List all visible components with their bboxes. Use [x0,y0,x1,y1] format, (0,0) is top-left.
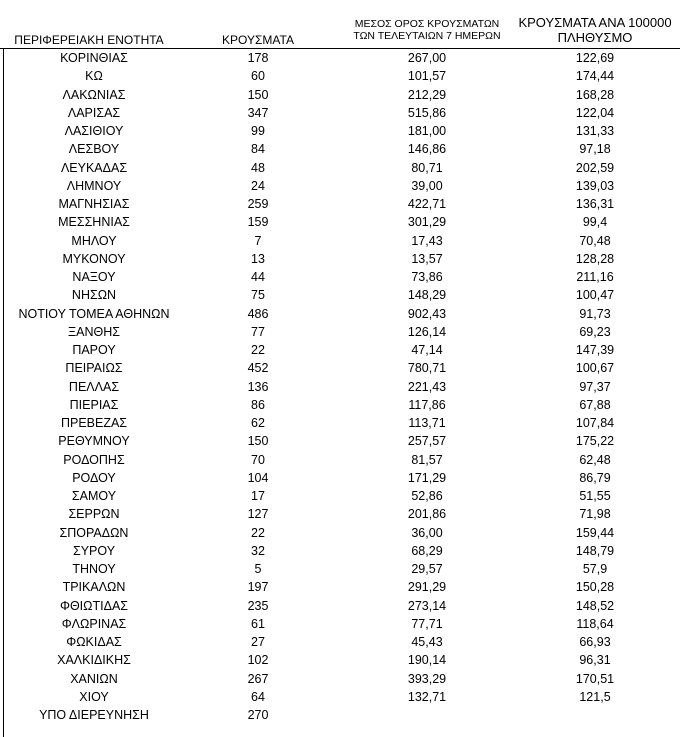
cell-region: ΠΡΕΒΕΖΑΣ [60,416,128,430]
cell-average: 113,71 [408,416,446,430]
cell-average: 422,71 [407,197,447,211]
table-row [0,432,680,450]
cell-region: ΛΗΜΝΟΥ [66,178,122,193]
cell-average [340,706,514,724]
cell-cases: 22 [251,525,265,540]
cell-cases: 178 [247,51,269,65]
table-row [0,487,680,505]
cell-per-100000: 67,88 [579,397,611,412]
cell-region: ΜΑΓΝΗΣΙΑΣ [58,197,130,211]
header-per-line-2: ΠΛΗΘΥΣΜΟ [557,30,633,45]
cell-average: 201,86 [407,507,447,522]
table-row [0,451,680,469]
cell-average: 17,43 [411,233,443,248]
table-row [0,104,680,122]
cell-average: 221,43 [407,379,447,394]
cell-cases: 136 [247,379,269,394]
cell-average: 171,29 [407,470,447,485]
cell-average: 190,14 [407,653,447,668]
cell-per-100000: 202,59 [575,160,615,175]
table-row [0,706,680,724]
cell-average: 126,14 [407,324,447,339]
cell-cases: 5 [254,562,262,576]
cell-average: 81,57 [411,452,443,467]
cell-per-100000: 99,4 [582,215,608,230]
header-region: ΠΕΡΙΦΕΡΕΙΑΚΗ ΕΝΟΤΗΤΑ [14,33,164,47]
cell-cases: 7 [254,233,262,248]
cell-region: ΠΕΛΛΑΣ [68,379,120,394]
cell-region: ΝΟΤΙΟΥ ΤΟΜΕΑ ΑΘΗΝΩΝ [18,306,170,321]
cell-average: 52,86 [411,489,443,503]
cell-region: ΝΗΣΩΝ [71,288,117,303]
header-average-line-1: ΜΕΣΟΣ ΟΡΟΣ ΚΡΟΥΣΜΑΤΩΝ [354,18,500,30]
cell-per-100000: 91,73 [579,306,611,321]
cell-region: ΚΟΡΙΝΘΙΑΣ [60,51,128,65]
cell-per-100000: 97,37 [579,379,611,394]
cell-cases: 104 [247,470,269,485]
cell-per-100000: 139,03 [575,178,615,193]
table-row [0,86,680,104]
cell-cases: 70 [251,452,265,467]
header-cases-per-100000 [508,15,682,45]
cell-cases: 150 [247,87,269,102]
cell-cases: 60 [251,69,265,84]
cell-per-100000: 96,31 [579,653,611,668]
cell-average: 291,29 [407,580,447,595]
cell-average: 393,29 [407,671,447,686]
cell-region: ΜΥΚΟΝΟΥ [62,251,126,266]
cell-per-100000: 175,22 [575,434,615,449]
cell-cases: 17 [251,489,265,503]
cell-per-100000: 174,44 [575,69,615,84]
cell-average: 132,71 [407,689,447,704]
cell-average: 267,00 [407,51,447,65]
table-row [0,67,680,85]
table-row [0,560,680,578]
cell-per-100000: 107,84 [575,416,615,430]
cell-average: 212,29 [407,87,447,102]
cell-per-100000: 147,39 [575,343,615,357]
cell-region: ΛΕΣΒΟΥ [68,142,120,157]
cell-per-100000: 62,48 [579,452,611,467]
cell-per-100000: 51,55 [579,489,611,503]
cell-per-100000: 69,23 [579,324,611,339]
table-row [0,615,680,633]
cell-cases: 27 [251,635,265,649]
table-row [0,250,680,268]
cell-per-100000: 131,33 [575,124,615,138]
cell-per-100000: 121,5 [579,689,611,704]
cell-per-100000: 211,16 [576,270,614,284]
cell-average: 257,57 [407,434,447,449]
cell-cases: 127 [247,507,269,522]
cell-region: ΧΙΟΥ [79,689,109,704]
table-row [0,542,680,560]
table-row [0,670,680,688]
cell-region: ΤΡΙΚΑΛΩΝ [62,580,126,595]
cell-region: ΦΘΙΩΤΙΔΑΣ [59,598,129,613]
cell-per-100000 [508,706,682,724]
table-row [0,597,680,615]
cell-average: 13,57 [411,251,443,266]
table-body [0,49,680,724]
cell-cases: 13 [251,251,265,266]
cell-cases: 62 [251,416,265,430]
cell-cases: 452 [247,361,269,376]
cell-average: 39,00 [411,178,443,193]
cell-per-100000: 70,48 [579,233,611,248]
cell-region: ΛΑΡΙΣΑΣ [67,105,121,120]
cell-region: ΣΠΟΡΑΔΩΝ [59,525,129,540]
cell-per-100000: 100,47 [575,288,615,303]
cell-region: ΡΕΘΥΜΝΟΥ [58,434,130,449]
cell-per-100000: 159,44 [575,525,615,540]
table-row [0,633,680,651]
cell-cases: 22 [251,343,265,357]
table-row [0,323,680,341]
cell-region: ΥΠΟ ΔΙΕΡΕΥΝΗΣΗ [39,708,149,722]
cell-cases: 102 [247,653,269,668]
cell-per-100000: 71,98 [579,507,611,522]
table-row [0,122,680,140]
cell-region: ΛΕΥΚΑΔΑΣ [60,160,128,175]
cell-cases: 86 [251,397,265,412]
cell-region: ΦΛΩΡΙΝΑΣ [61,616,127,631]
cell-average: 902,43 [407,306,447,321]
header-average-7-days [340,18,514,42]
cell-average: 80,71 [411,160,443,175]
cell-region: ΤΗΝΟΥ [72,562,116,576]
table-row [0,341,680,359]
cell-cases: 347 [247,105,269,120]
cell-average: 273,14 [407,598,447,613]
cell-per-100000: 118,64 [576,616,614,631]
table-row [0,49,680,67]
cell-per-100000: 97,18 [579,142,611,157]
cell-per-100000: 57,9 [582,562,608,576]
cell-region: ΚΩ [85,69,103,84]
table-row [0,305,680,323]
table-row [0,268,680,286]
cell-region: ΧΑΛΚΙΔΙΚΗΣ [57,653,131,668]
cell-cases: 77 [251,324,265,339]
cell-average: 181,00 [407,124,447,138]
table-row [0,359,680,377]
cell-average: 47,14 [411,343,443,357]
table-row [0,651,680,669]
cell-cases: 99 [251,124,265,138]
cell-per-100000: 100,67 [575,361,615,376]
cell-cases: 75 [251,288,265,303]
header-average-line-2: ΤΩΝ ΤΕΛΕΥΤΑΙΩΝ 7 ΗΜΕΡΩΝ [353,30,501,42]
cell-cases: 235 [247,598,269,613]
table-row [0,195,680,213]
cell-region: ΜΕΣΣΗΝΙΑΣ [58,215,130,230]
cell-region: ΠΙΕΡΙΑΣ [69,397,119,412]
cell-per-100000: 122,69 [575,51,615,65]
cell-average: 68,29 [411,543,443,558]
table-row [0,578,680,596]
table-row [0,140,680,158]
cell-average: 101,57 [407,69,447,84]
cell-average: 301,29 [407,215,447,230]
cell-region: ΦΩΚΙΔΑΣ [66,635,122,649]
cell-per-100000: 86,79 [579,470,611,485]
cell-cases: 32 [251,543,265,558]
cell-cases: 84 [251,142,265,157]
cell-average: 45,43 [411,635,443,649]
cell-cases: 24 [251,178,265,193]
cell-cases: 486 [247,306,269,321]
cell-average: 515,86 [407,105,447,120]
table-row [0,286,680,304]
cell-average: 73,86 [411,270,443,284]
cell-average: 146,86 [407,142,447,157]
cell-region: ΛΑΣΙΘΙΟΥ [64,124,124,138]
cell-region: ΝΑΞΟΥ [72,270,116,284]
table-row [0,524,680,542]
cell-region: ΜΗΛΟΥ [71,233,117,248]
cell-cases: 64 [251,689,265,704]
cell-cases: 259 [247,197,269,211]
cell-per-100000: 148,79 [575,543,615,558]
table-row [0,396,680,414]
cell-per-100000: 150,28 [575,580,615,595]
cell-region: ΡΟΔΟΥ [72,470,116,485]
cell-region: ΣΕΡΡΩΝ [68,507,120,522]
cell-cases: 61 [251,616,265,631]
table-row [0,177,680,195]
header-per-line-1: ΚΡΟΥΣΜΑΤΑ ΑΝΑ 100000 [518,15,672,30]
cell-cases: 270 [247,708,269,722]
table-row [0,469,680,487]
header-cases: ΚΡΟΥΣΜΑΤΑ [222,33,294,47]
cell-average: 148,29 [407,288,447,303]
table-header [0,0,680,49]
cell-region: ΣΥΡΟΥ [72,543,116,558]
cell-region: ΛΑΚΩΝΙΑΣ [62,87,126,102]
table-row [0,159,680,177]
cell-average: 36,00 [411,525,443,540]
cell-per-100000: 122,04 [575,105,615,120]
cell-average: 117,86 [408,397,446,412]
cell-average: 77,71 [411,616,443,631]
cell-average: 780,71 [407,361,447,376]
cell-per-100000: 66,93 [579,635,611,649]
cell-region: ΧΑΝΙΩΝ [70,671,118,686]
table-row [0,232,680,250]
cell-per-100000: 148,52 [575,598,615,613]
cell-cases: 150 [247,434,269,449]
table-row [0,505,680,523]
cell-per-100000: 170,51 [575,671,615,686]
table-row [0,378,680,396]
cell-region: ΣΑΜΟΥ [71,489,117,503]
cell-per-100000: 128,28 [575,251,615,266]
cell-cases: 159 [247,215,269,230]
cell-cases: 267 [247,671,269,686]
cell-cases: 44 [251,270,265,284]
cell-region: ΠΑΡΟΥ [72,343,116,357]
cell-region: ΡΟΔΟΠΗΣ [63,452,125,467]
table-row [0,213,680,231]
table-row [0,688,680,706]
cell-region: ΠΕΙΡΑΙΩΣ [65,361,123,376]
cell-per-100000: 168,28 [575,87,615,102]
table-row [0,414,680,432]
cell-region: ΞΑΝΘΗΣ [68,324,120,339]
cell-average: 29,57 [411,562,443,576]
cell-cases: 48 [251,160,265,175]
cell-per-100000: 136,31 [575,197,615,211]
cell-cases: 197 [247,580,269,595]
